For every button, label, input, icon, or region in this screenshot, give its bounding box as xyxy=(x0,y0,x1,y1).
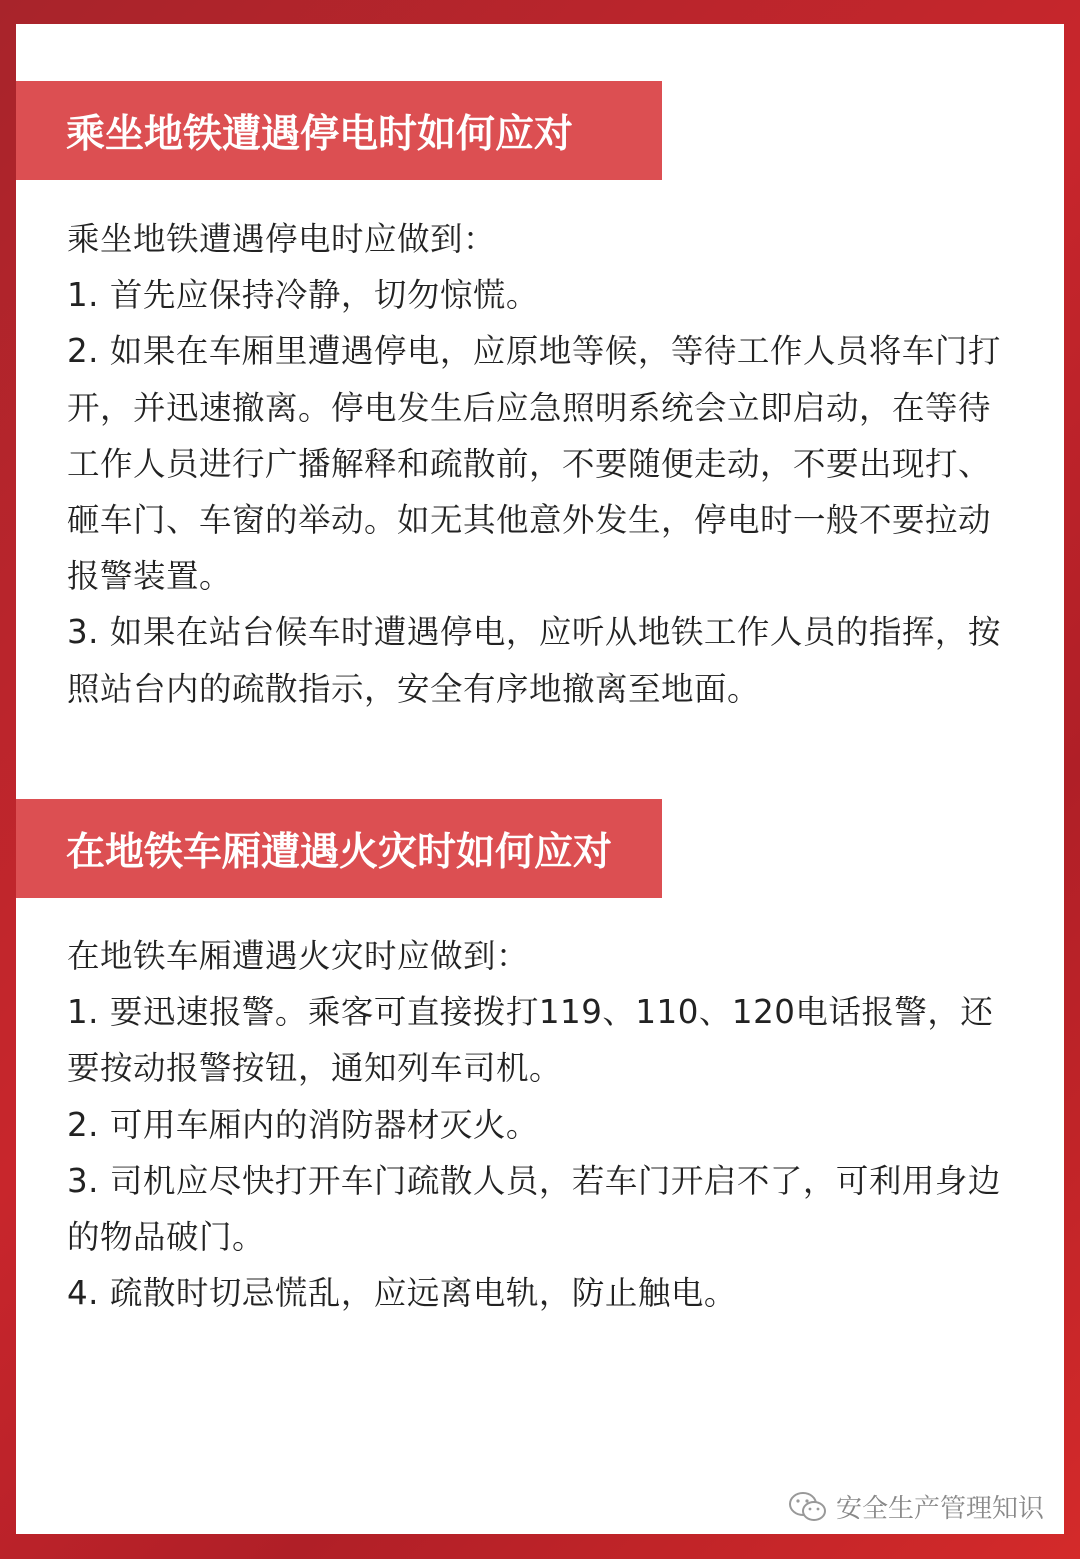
section-banner-fire xyxy=(16,799,662,898)
body-paragraph: 2. 如果在车厢里遭遇停电，应原地等候，等待工作人员将车门打开，并迅速撤离。停电发生后应急照明系统会立即启动，在等待工作人员进行广播解释和疏散前，不要随便走动，不要出现打、砸车门、车窗的举动。如无其他意外发生，停电时一般不要拉动报警装置。 xyxy=(67,332,1001,596)
body-paragraph: 1. 首先应保持冷静，切勿惊慌。 xyxy=(67,276,539,315)
section-title: 在地铁车厢遭遇火灾时如何应对 xyxy=(66,829,613,875)
body-paragraph: 3. 如果在站台候车时遭遇停电，应听从地铁工作人员的指挥，按照站台内的疏散指示，安全有序地撤离至地面。 xyxy=(67,613,1001,708)
watermark-text: 安全生产管理知识 xyxy=(835,1494,1044,1524)
body-paragraph: 在地铁车厢遭遇火灾时应做到： xyxy=(67,937,530,975)
body-paragraph: 4. 疏散时切忌慌乱，应远离电轨，防止触电。 xyxy=(67,1274,737,1313)
section-body-fire xyxy=(67,928,1022,1321)
body-paragraph: 2. 可用车厢内的消防器材灭火。 xyxy=(67,1105,539,1144)
section-banner-power-outage xyxy=(16,81,662,180)
body-paragraph: 1. 要迅速报警。乘客可直接拨打119、110、120电话报警，还要按动报警按钮，通知列车司机。 xyxy=(67,993,994,1088)
body-paragraph: 乘坐地铁遭遇停电时应做到： xyxy=(67,220,497,258)
section-body-power-outage xyxy=(67,211,1022,717)
section-title: 乘坐地铁遭遇停电时如何应对 xyxy=(66,111,574,157)
wechat-icon xyxy=(788,1490,828,1524)
body-paragraph: 3. 司机应尽快打开车门疏散人员，若车门开启不了，可利用身边的物品破门。 xyxy=(67,1161,1001,1257)
account-watermark xyxy=(788,1488,1044,1525)
